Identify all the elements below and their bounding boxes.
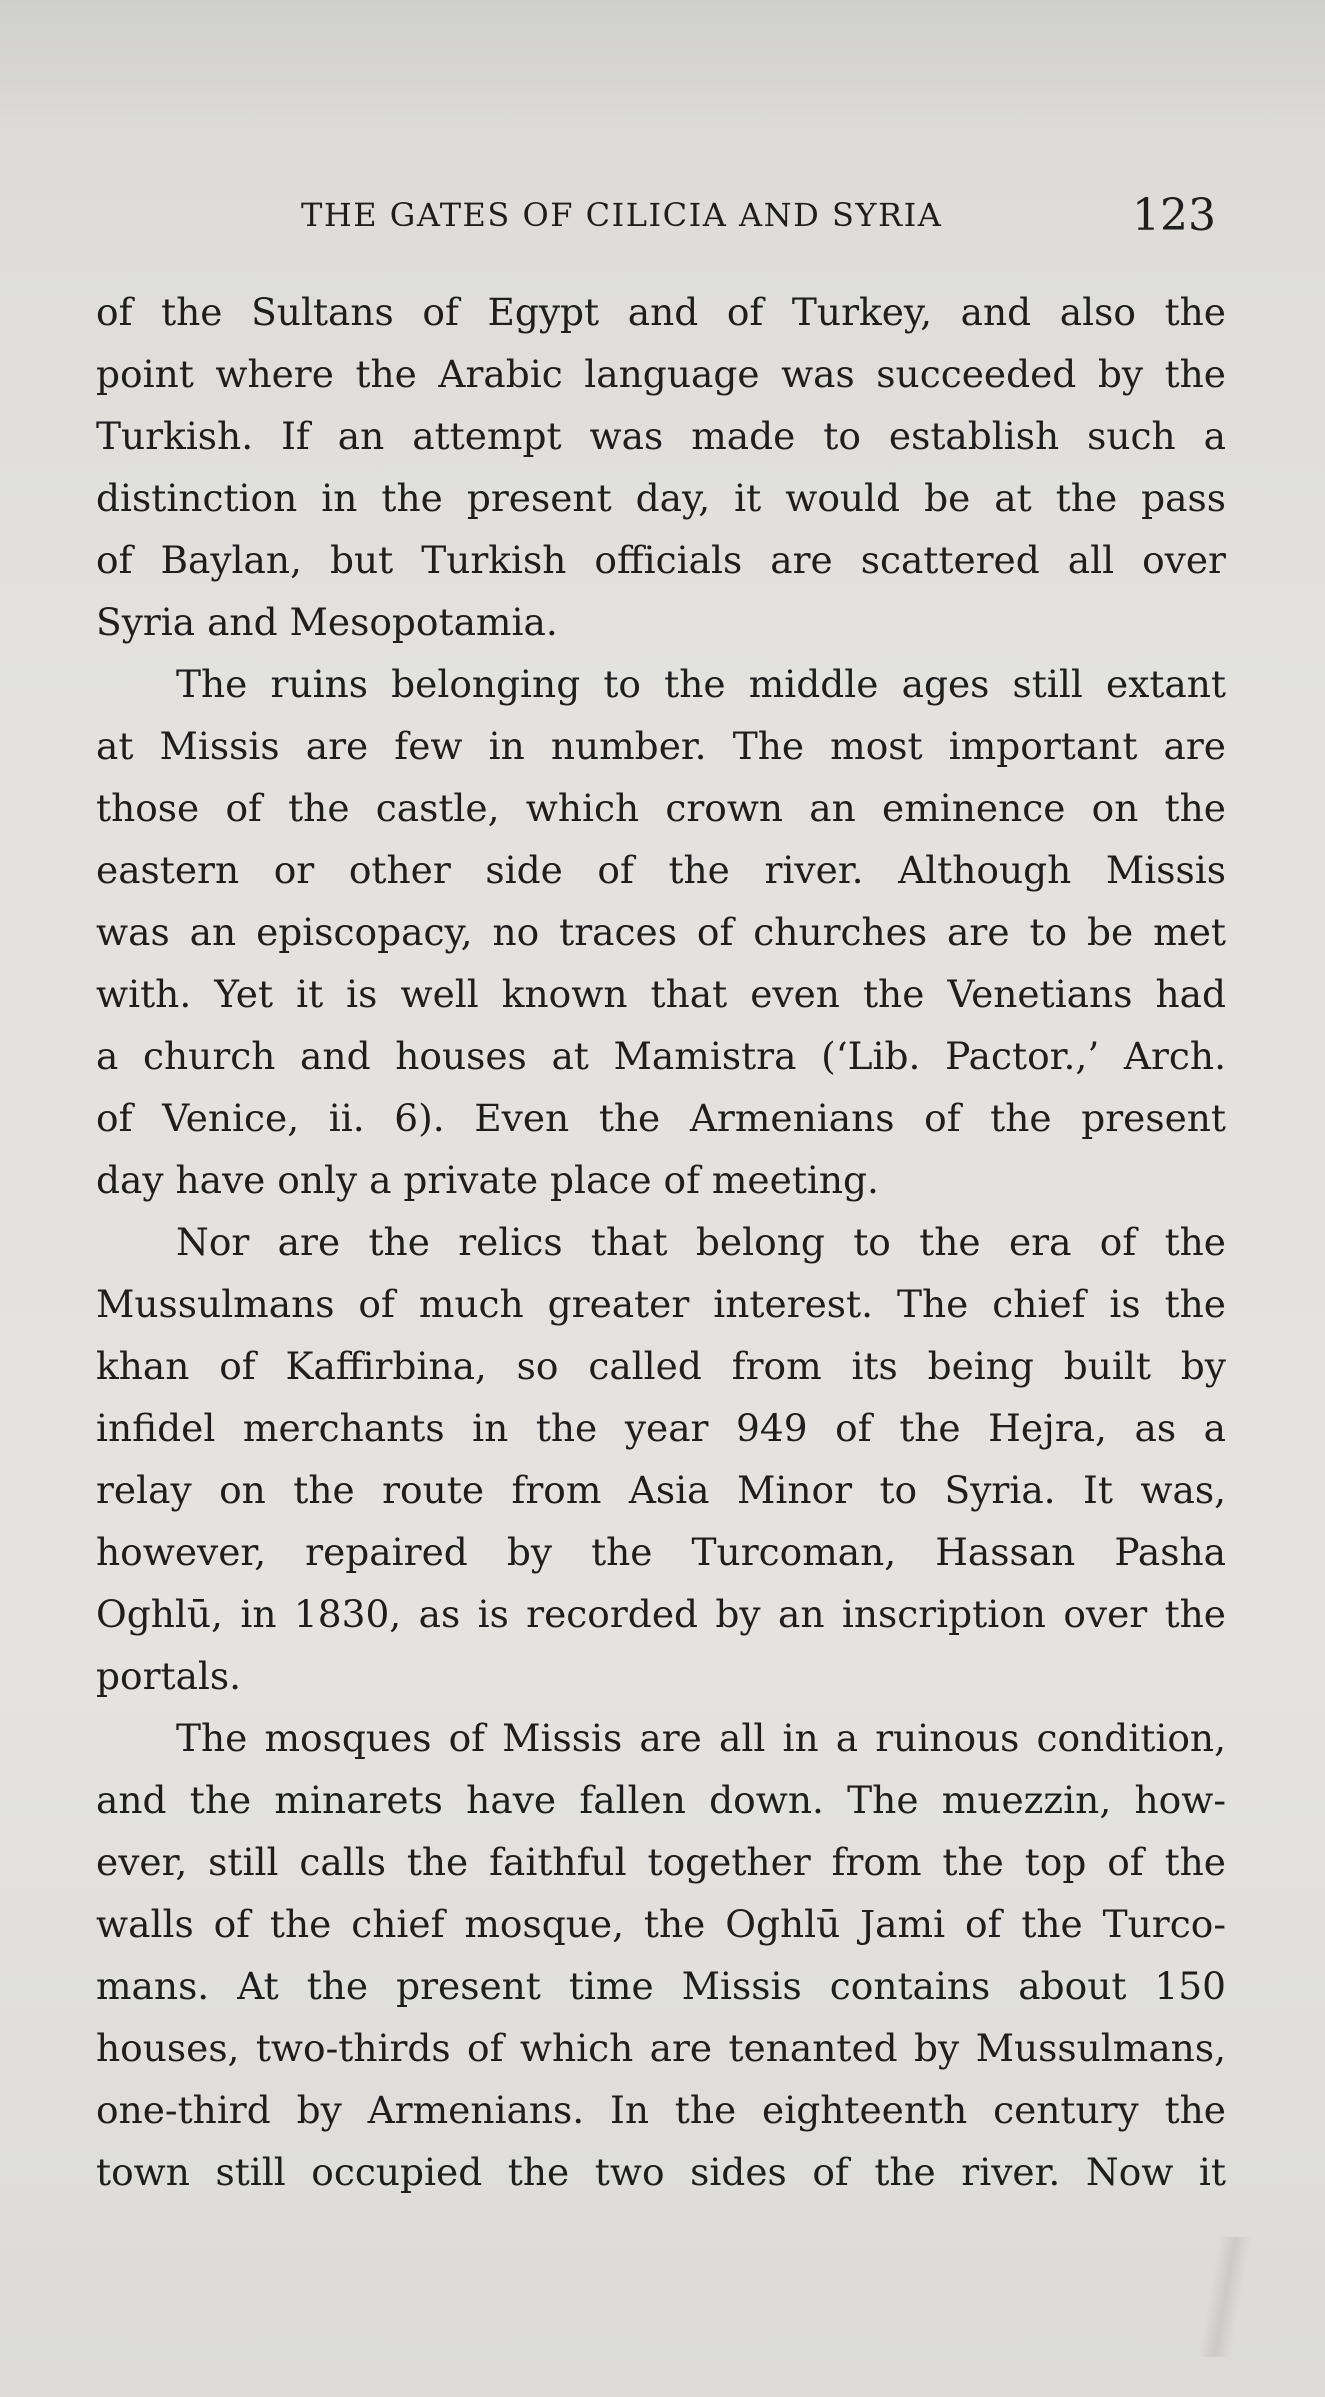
text-line: khan of Kaffirbina, so called from its being built by	[96, 1344, 1226, 1388]
text-line: Mussulmans of much greater interest. The chief is the	[96, 1282, 1226, 1326]
text-line: mans. At the present time Missis contains about 150	[96, 1964, 1226, 2008]
text-line: was an episcopacy, no traces of churches are to be met	[96, 910, 1226, 954]
text-line: at Missis are few in number. The most important are	[96, 724, 1226, 768]
text-line: Oghlū, in 1830, as is recorded by an inscription over the	[96, 1592, 1226, 1636]
text-line: of Venice, ii. 6). Even the Armenians of the present	[96, 1096, 1226, 1140]
text-line: point where the Arabic language was succeeded by the	[96, 352, 1226, 396]
text-line: town still occupied the two sides of the river. Now it	[96, 2150, 1226, 2194]
text-line: ever, still calls the faithful together from the top of the	[96, 1840, 1226, 1884]
page-smudge	[1195, 2237, 1255, 2357]
text-line: walls of the chief mosque, the Oghlū Jami of the Turco-	[96, 1902, 1226, 1946]
text-line: and the minarets have fallen down. The muezzin, how-	[96, 1778, 1226, 1822]
text-line: The mosques of Missis are all in a ruinous condition,	[176, 1716, 1226, 1760]
text-line: houses, two-thirds of which are tenanted by Mussulmans,	[96, 2026, 1226, 2070]
text-line: relay on the route from Asia Minor to Syria. It was,	[96, 1468, 1226, 1512]
text-line: a church and houses at Mamistra (‘Lib. Pactor.,’ Arch.	[96, 1034, 1226, 1078]
text-line: of the Sultans of Egypt and of Turkey, and also the	[96, 290, 1226, 334]
running-head: THE GATES OF CILICIA AND SYRIA	[301, 196, 943, 234]
text-line: portals.	[96, 1654, 242, 1698]
page-header	[96, 190, 1216, 250]
body-text	[96, 281, 1226, 2203]
text-line: distinction in the present day, it would be at the pass	[96, 476, 1226, 520]
page-number: 123	[1132, 190, 1216, 241]
text-line: Nor are the relics that belong to the era of the	[176, 1220, 1226, 1264]
text-line: of Baylan, but Turkish officials are scattered all over	[96, 538, 1226, 582]
text-line: however, repaired by the Turcoman, Hassan Pasha	[96, 1530, 1226, 1574]
text-line: those of the castle, which crown an eminence on the	[96, 786, 1226, 830]
text-line: The ruins belonging to the middle ages still extant	[176, 662, 1226, 706]
text-line: day have only a private place of meeting.	[96, 1158, 879, 1202]
text-line: eastern or other side of the river. Although Missis	[96, 848, 1226, 892]
text-line: infidel merchants in the year 949 of the Hejra, as a	[96, 1406, 1226, 1450]
text-line: Turkish. If an attempt was made to establish such a	[96, 414, 1226, 458]
text-line: with. Yet it is well known that even the Venetians had	[96, 972, 1226, 1016]
text-line: one-third by Armenians. In the eighteenth century the	[96, 2088, 1226, 2132]
text-line: Syria and Mesopotamia.	[96, 600, 558, 644]
